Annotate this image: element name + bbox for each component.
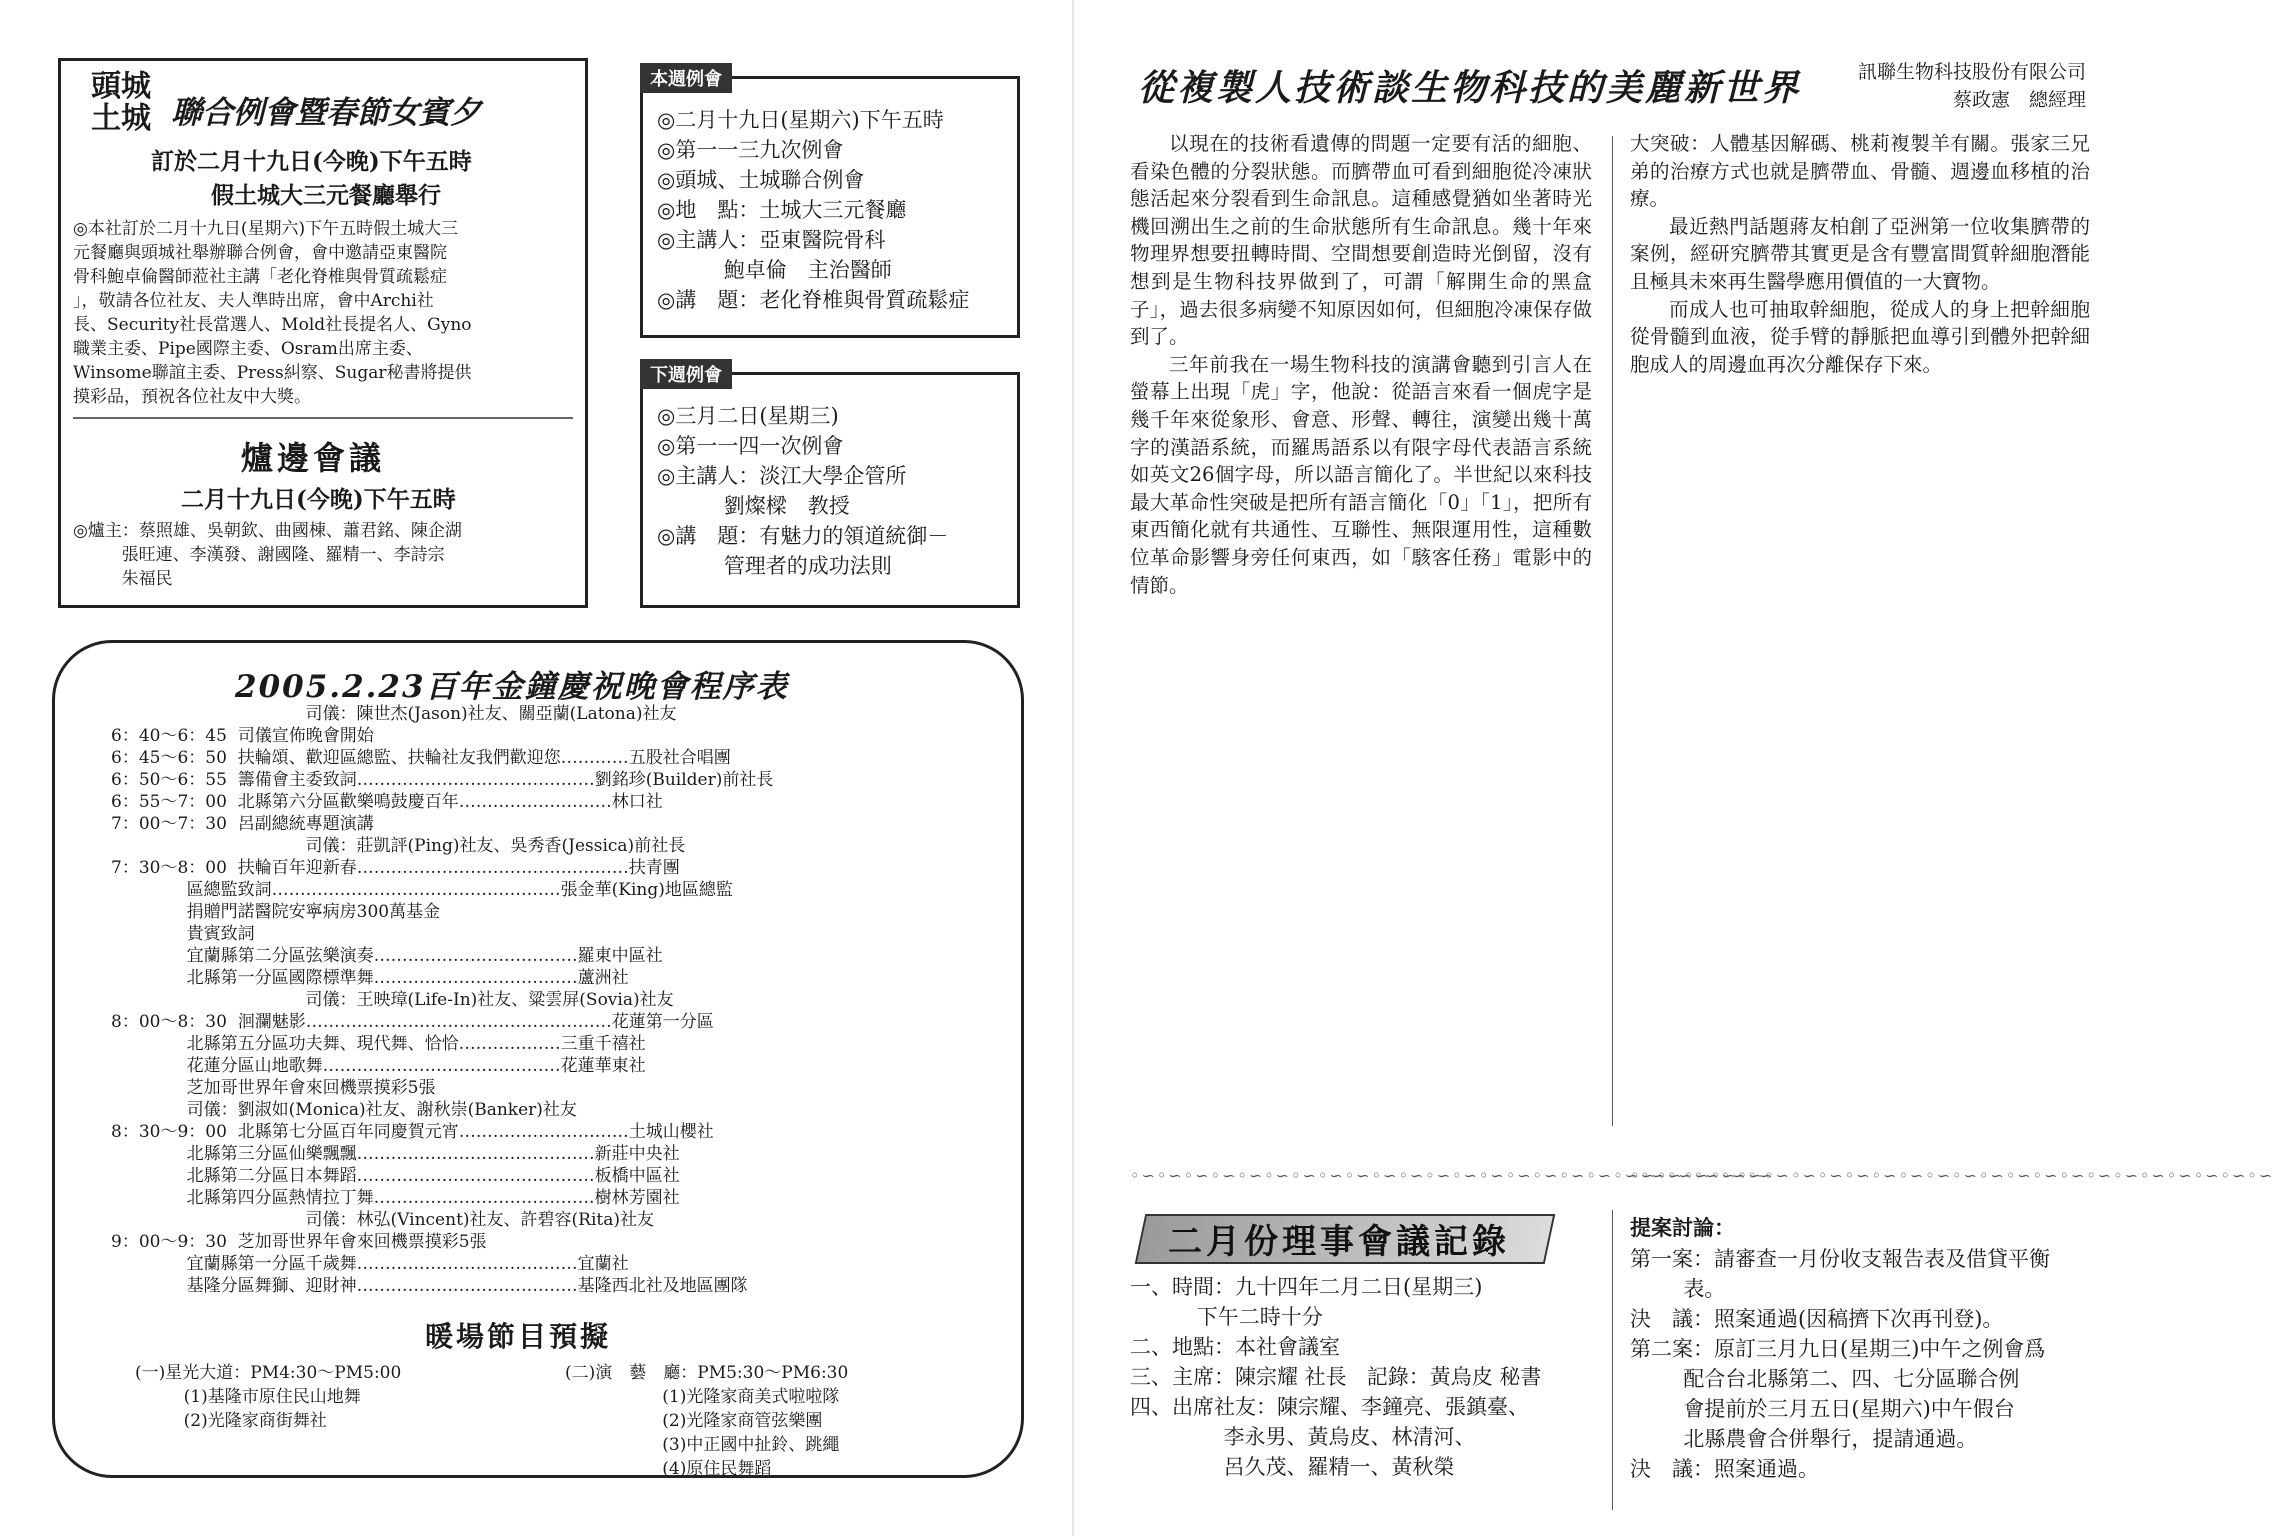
program-row: 8：00～8：30 洄瀾魅影………………………………………………花蓮第一分區 (111, 1012, 714, 1032)
program-box (52, 640, 1024, 1478)
info-line: ◎頭城、土城聯合例會 (657, 168, 865, 192)
joint-meeting-body (73, 217, 472, 409)
body-line: 長、Security社長當選人、Mold社長提名人、Gyno (73, 315, 472, 335)
program-row: 北縣第一分區國際標準舞………………………………蘆洲社 (111, 968, 629, 988)
minutes-line: 決 議：照案通過(因稿擠下次再刊登)。 (1630, 1307, 2004, 1331)
fireside-time: 二月十九日(今晚)下午五時 (181, 486, 456, 513)
minutes-line: 二、地點：本社會議室 (1130, 1335, 1340, 1359)
info-line: 鮑卓倫 主治醫師 (657, 258, 892, 282)
minutes-line: 一、時間：九十四年二月二日(星期三) (1130, 1275, 1483, 1299)
minutes-divider (1612, 1210, 1613, 1510)
program-row: 北縣第二分區日本舞蹈……………………………………板橋中區社 (111, 1166, 680, 1186)
article-paragraph: 最近熱門話題蔣友柏創了亞洲第一位收集臍帶的案例，經研究臍帶其實更是含有豐富間質幹細胞潛能且極具未來再生醫學應用價值的一大寶物。 (1630, 214, 2090, 293)
warmup-line: (3)中正國中扯鈴、跳繩 (565, 1435, 840, 1455)
program-row: 司儀：莊凱評(Ping)社友、吳秀香(Jessica)前社長 (111, 836, 686, 856)
program-row: 9：00～9：30 芝加哥世界年會來回機票摸彩5張 (111, 1232, 487, 1252)
program-row: 北縣第五分區功夫舞、現代舞、恰恰………………三重千禧社 (111, 1034, 646, 1054)
program-row: 司儀：林弘(Vincent)社友、許碧容(Rita)社友 (111, 1210, 654, 1230)
info-line: ◎主講人：亞東醫院骨科 (657, 228, 886, 252)
next-week-lines (657, 401, 948, 581)
warmup-line: (2)光隆家商街舞社 (135, 1411, 327, 1431)
body-line: 元餐廳與頭城社舉辦聯合例會，會中邀請亞東醫院 (73, 243, 447, 263)
host-line: 朱福民 (73, 569, 173, 589)
warmup-left (135, 1361, 401, 1433)
minutes-line: 會提前於三月五日(星期六)中午假台 (1630, 1397, 2015, 1421)
minutes-line: 三、主席：陳宗耀 社長 記錄：黃烏皮 秘書 (1130, 1365, 1542, 1389)
info-line: 管理者的成功法則 (657, 554, 892, 578)
minutes-line: 配合台北縣第二、四、七分區聯合例 (1630, 1367, 2020, 1391)
program-row: 宜蘭縣第二分區弦樂演奏………………………………羅東中區社 (111, 946, 663, 966)
divider (73, 417, 573, 419)
program-row: 司儀：陳世杰(Jason)社友、關亞蘭(Latona)社友 (111, 704, 677, 724)
article-column-2 (1630, 130, 2090, 1130)
program-row: 區總監致詞……………………………………………張金華(King)地區總監 (111, 880, 733, 900)
program-title: 2005.2.23百年金鐘慶祝晚會程序表 (235, 669, 789, 705)
article-column-1 (1130, 130, 1592, 1130)
fireside-title: 爐邊會議 (241, 439, 386, 477)
host-line: ◎爐主：蔡照雄、吳朝欽、曲國棟、蕭君銘、陳企湖 (73, 521, 462, 541)
joint-meeting-title: 聯合例會暨春節女賓夕 (171, 95, 481, 131)
article-company: 訊聯生物科技股份有限公司 (1857, 61, 2086, 83)
info-line: 劉燦樑 教授 (657, 494, 850, 518)
minutes-right (1630, 1244, 2050, 1484)
warmup-line: (2)光隆家商管弦樂團 (565, 1411, 823, 1431)
info-line: ◎二月十九日(星期六)下午五時 (657, 108, 944, 132)
article-paragraph: 三年前我在一場生物科技的演講會聽到引言人在螢幕上出現「虎」字，他說：從語言來看一個虎字是幾千年來從象形、會意、形聲、轉往，演變出幾十萬字的漢語系統，而羅馬語系以有限字母代表語言系統如英文26個字母，所以語言簡化了。半世紀以來科技最大革命性突破是把所有語言簡化「0」「1」，把所有東西簡化就有共通性、互聯性、無限運用性，這種數位革命影響身旁任何東西，如「駭客任務」電影中的情節。 (1130, 352, 1592, 597)
program-row: 北縣第三分區仙樂飄飄……………………………………新莊中央社 (111, 1144, 680, 1164)
body-line: 摸彩品，預祝各位社友中大獎。 (73, 387, 311, 407)
minutes-line: 決 議：照案通過。 (1630, 1457, 1819, 1481)
program-row: 8：30～9：00 北縣第七分區百年同慶賀元宵…………………………土城山櫻社 (111, 1122, 714, 1142)
article-paragraph: 以現在的技術看遺傳的問題一定要有活的細胞、看染色體的分裂狀態。而臍帶血可看到細胞從冷凍狀態活起來分裂看到生命訊息。這種感覺猶如坐著時光機回溯出生之前的生命狀態所有生命訊息。幾十年來物理界想要扭轉時間、空間想要創造時光倒留，沒有想到是生物科技界做到了，可謂「解開生命的黑盒子」，過去很多病變不知原因如何，但細胞冷凍保存做到了。 (1130, 132, 1592, 349)
body-line: 職業主委、Pipe國際主委、Osram出席主委、 (73, 339, 423, 359)
warmup-line: (一)星光大道：PM4:30～PM5:00 (135, 1363, 402, 1383)
program-row: 花蓮分區山地歌舞……………………………………花蓮華東社 (111, 1056, 646, 1076)
body-line: 骨科鮑卓倫醫師蒞社主講「老化脊椎與骨質疏鬆症 (73, 267, 447, 287)
this-week-tab: 本週例會 (640, 63, 732, 93)
info-line: ◎第一一三九次例會 (657, 138, 844, 162)
info-line: ◎地 點：土城大三元餐廳 (657, 198, 907, 222)
minutes-left (1130, 1272, 1541, 1482)
program-rows (111, 703, 773, 1297)
joint-meeting-date: 訂於二月十九日(今晚)下午五時 (151, 148, 472, 175)
program-row: 7：00～7：30 呂副總統專題演講 (111, 814, 374, 834)
next-week-box (640, 365, 1020, 608)
info-line: ◎講 題：老化脊椎與骨質疏鬆症 (657, 288, 970, 312)
program-row: 6：50～6：55 籌備會主委致詞……………………………………劉銘珍(Builder)前社長 (111, 770, 774, 790)
decorative-wave: ◦∽◦∽◦∽◦∽◦∽◦∽◦∽◦∽◦∽◦∽◦∽◦∽◦∽◦∽◦∽◦∽◦∽◦∽◦∽◦∽◦∽◦∽◦∽◦∽ (1630, 1166, 2274, 1185)
next-week-tab: 下週例會 (640, 359, 732, 389)
warmup-line: (4)原住民舞蹈 (565, 1459, 772, 1479)
program-row: 基隆分區舞獅、迎財神…………………………………基隆西北社及地區團隊 (111, 1276, 748, 1296)
minutes-line: 李永男、黃烏皮、林清河、 (1130, 1425, 1476, 1449)
body-line: 」，敬請各位社友、夫人準時出席，會中Archi社 (73, 291, 434, 311)
program-row: 6：55～7：00 北縣第六分區歡樂鳴鼓慶百年………………………林口社 (111, 792, 663, 812)
article-author: 蔡政憲 總經理 (1952, 89, 2086, 111)
title-city-2: 土城 (91, 101, 151, 136)
joint-meeting-title-cities (91, 71, 151, 135)
minutes-line: 北縣農會合併舉行，提請通過。 (1630, 1427, 1978, 1451)
warmup-line: (二)演 藝 廳：PM5:30～PM6:30 (565, 1363, 849, 1383)
program-row: 北縣第四分區熱情拉丁舞…………………………………樹林芳園社 (111, 1188, 680, 1208)
joint-meeting-box (58, 58, 588, 608)
info-line: ◎三月二日(星期三) (657, 404, 839, 428)
title-city-1: 頭城 (91, 69, 151, 104)
info-line: ◎講 題：有魅力的領道統御－ (657, 524, 949, 548)
minutes-line: 第二案：原訂三月九日(星期三)中午之例會爲 (1630, 1337, 2046, 1361)
program-row: 6：40～6：45 司儀宣佈晚會開始 (111, 726, 374, 746)
program-row: 貴賓致詞 (111, 924, 255, 944)
info-line: ◎主講人：淡江大學企管所 (657, 464, 907, 488)
program-row: 芝加哥世界年會來回機票摸彩5張 (111, 1078, 436, 1098)
this-week-lines (657, 105, 969, 315)
proposal-title: 提案討論： (1630, 1215, 1735, 1240)
warmup-title: 暖場節目預擬 (425, 1320, 612, 1353)
minutes-line: 表。 (1630, 1277, 1726, 1301)
minutes-line: 四、出席社友：陳宗耀、李鐘亮、張鎮臺、 (1130, 1395, 1529, 1419)
this-week-box (640, 69, 1020, 338)
minutes-title: 二月份理事會議記錄 (1168, 1222, 1510, 1262)
host-line: 張旺連、李漢發、謝國隆、羅精一、李詩宗 (73, 545, 445, 565)
program-row: 宜蘭縣第一分區千歲舞…………………………………宜蘭社 (111, 1254, 629, 1274)
article-paragraph: 而成人也可抽取幹細胞，從成人的身上把幹細胞從骨髓到血液，從手臂的靜脈把血導引到體外把幹細胞成人的周邊血再次分離保存下來。 (1630, 297, 2090, 376)
minutes-line: 第一案：請審查一月份收支報告表及借貸平衡 (1630, 1247, 2050, 1271)
program-row: 司儀：劉淑如(Monica)社友、謝秋崇(Banker)社友 (111, 1100, 577, 1120)
body-line: ◎本社訂於二月十九日(星期六)下午五時假土城大三 (73, 219, 459, 239)
warmup-line: (1)光隆家商美式啦啦隊 (565, 1387, 840, 1407)
joint-meeting-venue: 假土城大三元餐廳舉行 (211, 182, 441, 209)
program-row: 司儀：王映璋(Life-In)社友、粱雲屏(Sovia)社友 (111, 990, 674, 1010)
fireside-hosts (73, 519, 462, 591)
article-title: 從複製人技術談生物科技的美麗新世界 (1138, 67, 1802, 109)
warmup-right (565, 1361, 848, 1481)
column-divider (1612, 136, 1613, 1126)
page-fold (1072, 0, 1074, 1536)
body-line: Winsome聯誼主委、Press糾察、Sugar秘書將提供 (73, 363, 472, 383)
article-paragraph: 大突破：人體基因解碼、桃莉複製羊有關。張家三兄弟的治療方式也就是臍帶血、骨髓、週邊血移植的治療。 (1630, 132, 2090, 211)
program-row: 7：30～8：00 扶輪百年迎新春…………………………………………扶青團 (111, 858, 680, 878)
minutes-line: 呂久茂、羅精一、黃秋榮 (1130, 1455, 1455, 1479)
info-line: ◎第一一四一次例會 (657, 434, 844, 458)
program-row: 6：45～6：50 扶輪頌、歡迎區總監、扶輪社友我們歡迎您…………五股社合唱團 (111, 748, 731, 768)
program-row: 捐贈門諾醫院安寧病房300萬基金 (111, 902, 441, 922)
article-byline (1826, 58, 2086, 114)
minutes-line: 下午二時十分 (1130, 1305, 1323, 1329)
warmup-line: (1)基隆市原住民山地舞 (135, 1387, 361, 1407)
decorative-wave: ◦∽◦∽◦∽◦∽◦∽◦∽◦∽◦∽◦∽◦∽◦∽◦∽◦∽◦∽◦∽◦∽◦∽◦∽◦∽◦∽◦∽◦∽◦∽◦∽ (1130, 1166, 1775, 1185)
